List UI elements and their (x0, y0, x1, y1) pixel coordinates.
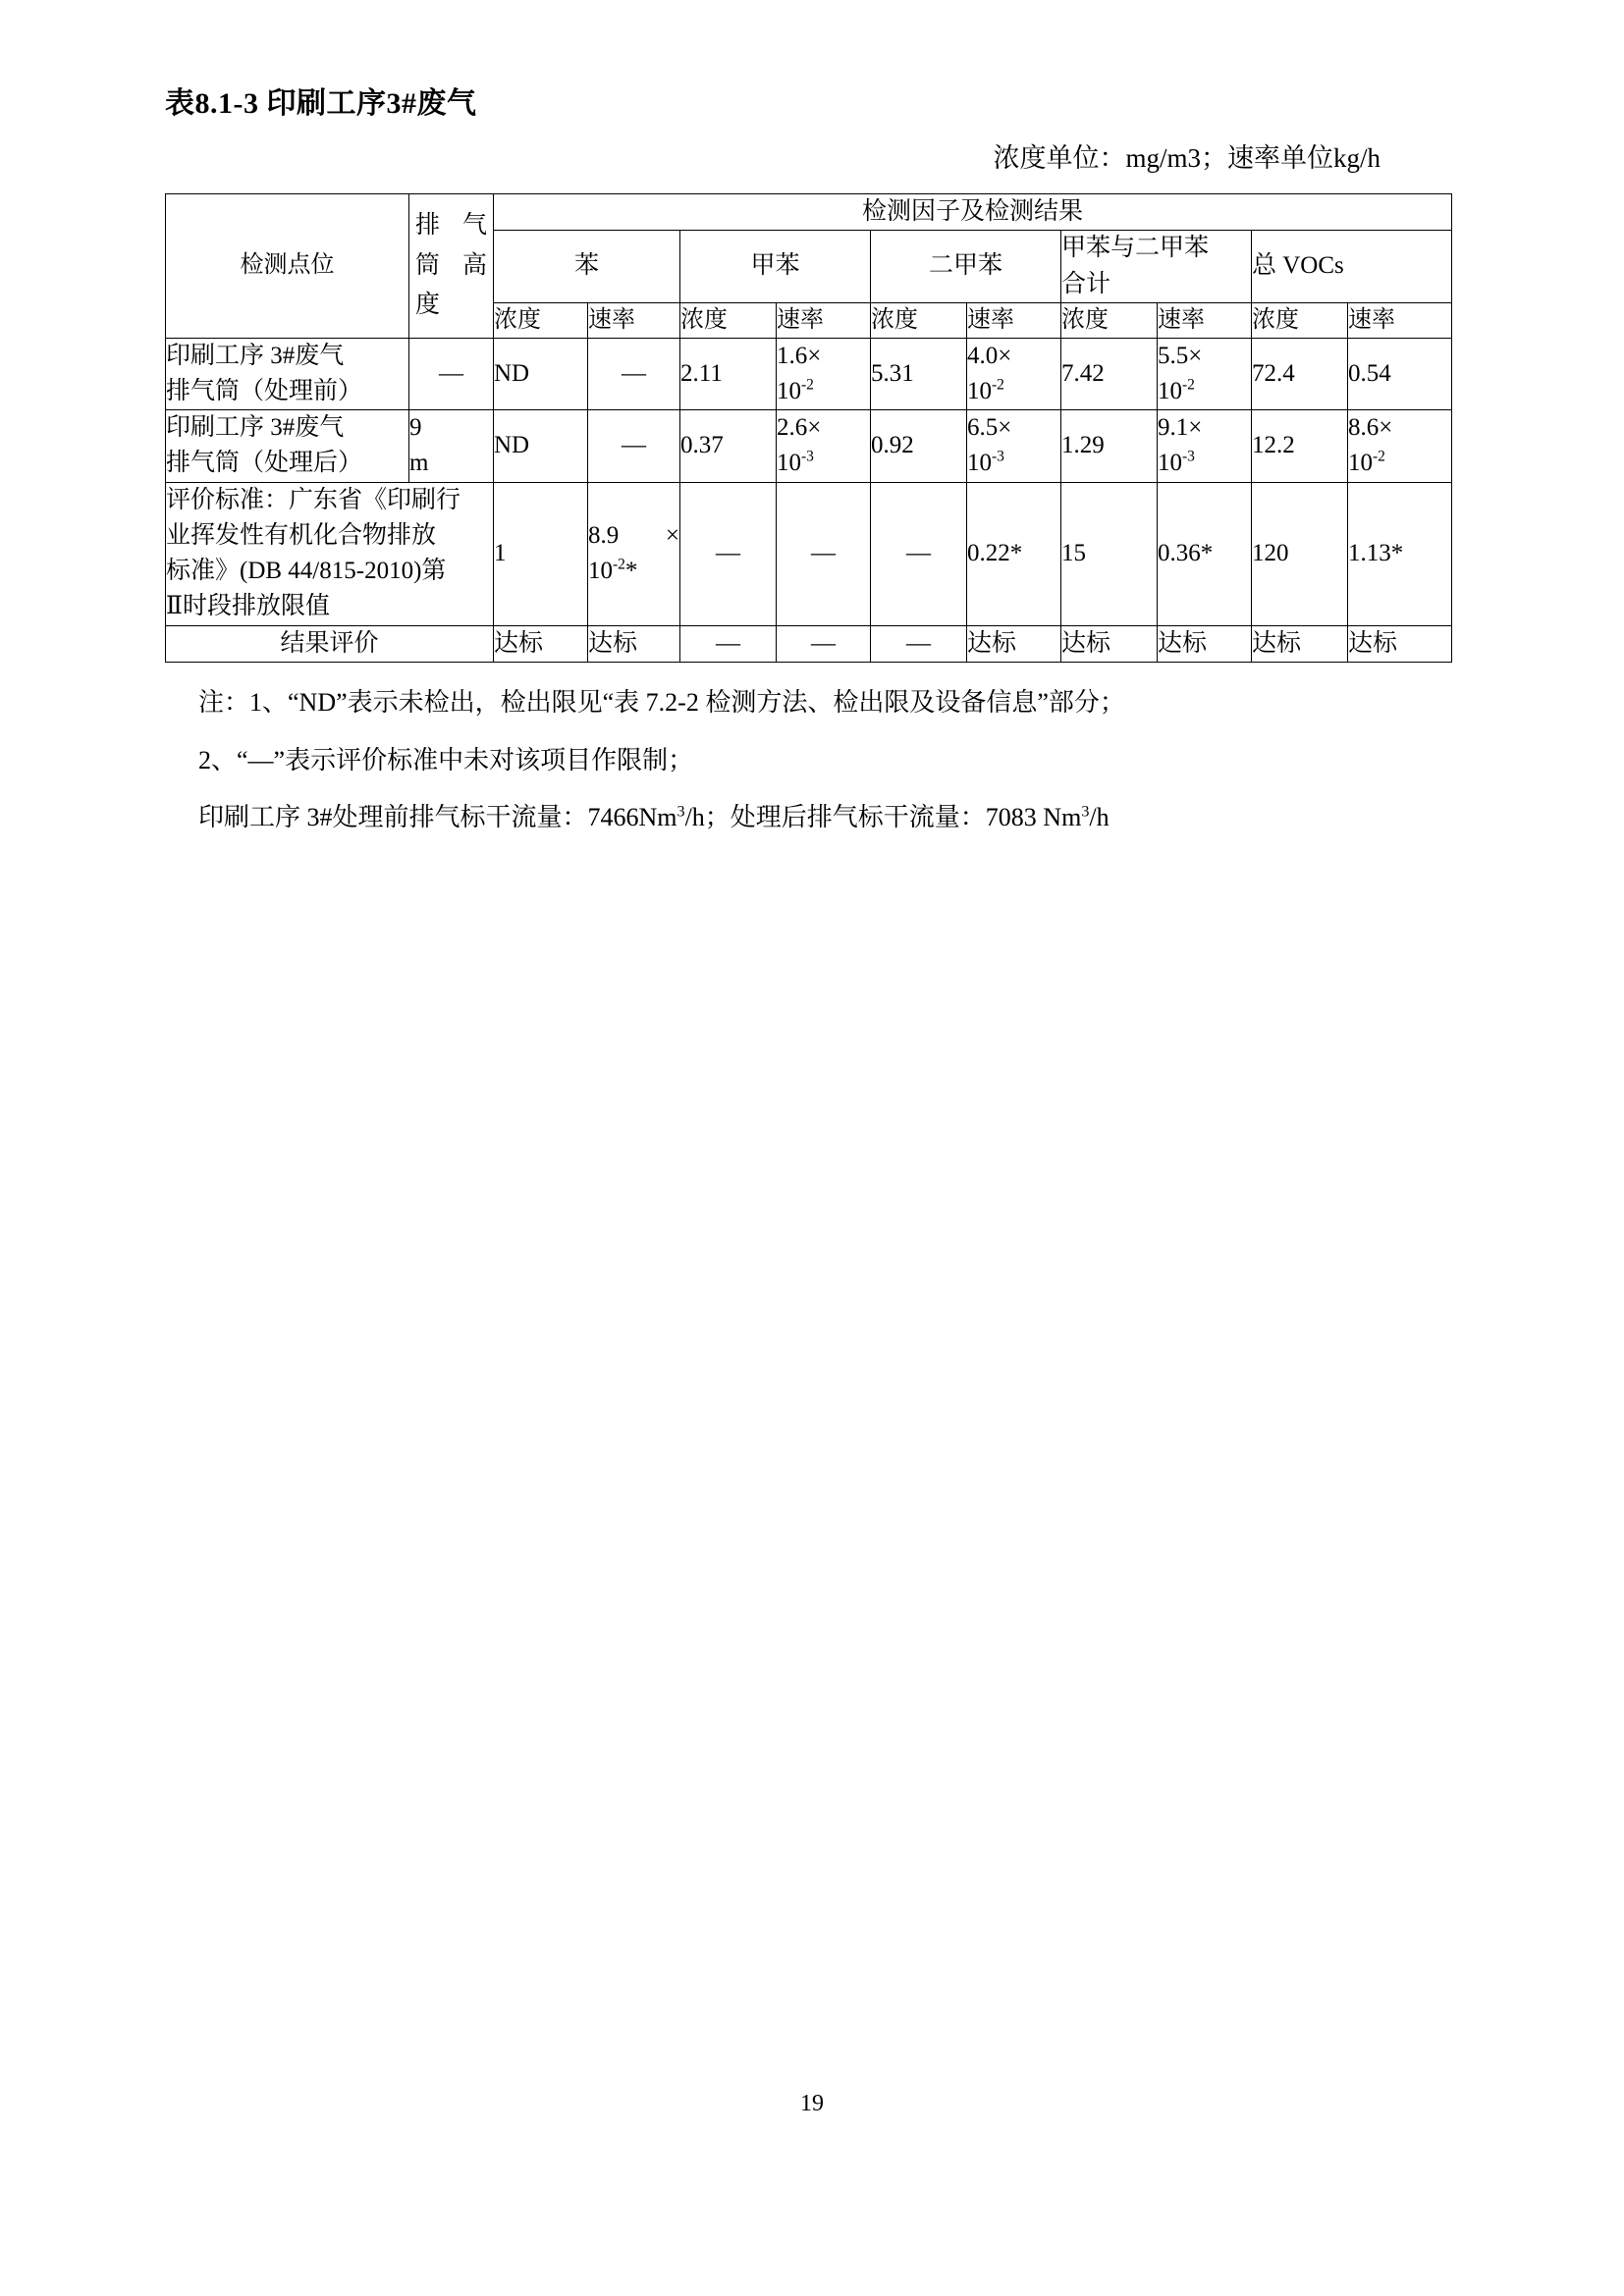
row1-toluene-rate-base: 10 (777, 377, 801, 404)
header-detection-point-label: 检测点位 (240, 252, 335, 279)
row1-toluene-rate-mantissa: 1.6 (777, 342, 808, 369)
table-notes (165, 678, 1451, 843)
row2-sum-conc: 1.29 (1061, 410, 1158, 483)
standard-benzene-rate (588, 482, 680, 625)
standard-benzene-rate-line1 (588, 518, 679, 554)
result-sum-conc: 达标 (1061, 625, 1158, 662)
row2-detection-point (166, 410, 409, 483)
standard-benzene-rate-base: 10 (588, 558, 613, 585)
row2-toluene-rate-mantissa: 2.6 (777, 414, 808, 442)
note-3-mid: /h；处理后排气标干流量：7083 Nm (684, 803, 1082, 832)
multiply-icon: × (1188, 342, 1203, 369)
sum-label-line-1: 甲苯与二甲苯 (1061, 235, 1210, 262)
row2-sum-rate-base: 10 (1158, 450, 1182, 477)
row1-detection-point (166, 338, 409, 410)
row2-toluene-conc: 0.37 (680, 410, 777, 483)
row1-xylene-conc: 5.31 (871, 338, 967, 410)
page-content (165, 86, 1451, 851)
note-3-end: /h (1089, 803, 1110, 832)
header-row-group (166, 194, 1452, 231)
header-toluene-rate: 速率 (777, 302, 871, 338)
standard-benzene-rate-mantissa: 8.9 (588, 521, 620, 549)
sum-label-line-2: 合计 (1061, 270, 1111, 297)
header-xylene-rate: 速率 (967, 302, 1061, 338)
row1-xylene-rate-exp: -2 (992, 376, 1004, 394)
header-sum-conc: 浓度 (1061, 302, 1158, 338)
row2-toluene-rate (777, 410, 871, 483)
row2-vocs-rate-mantissa: 8.6 (1348, 414, 1380, 442)
multiply-icon: × (665, 521, 679, 549)
row1-sum-rate-base: 10 (1158, 377, 1182, 404)
standard-line-3: 标准》(DB 44/815-2010)第 (166, 558, 447, 585)
multiply-icon: × (1188, 414, 1203, 442)
result-benzene-conc: 达标 (494, 625, 588, 662)
stack-height-line-2: 筒 高 (415, 251, 487, 279)
note-3-sup-2: 3 (1081, 803, 1090, 821)
row2-sum-rate-exp: -3 (1182, 449, 1195, 466)
row1-xylene-rate-line2 (967, 374, 1060, 409)
row1-point-line-2: 排气筒（处理前） (166, 377, 363, 404)
header-toluene-conc: 浓度 (680, 302, 777, 338)
row2-vocs-conc: 12.2 (1252, 410, 1348, 483)
header-factor-total-vocs: 总 VOCs (1252, 231, 1452, 303)
row1-toluene-rate-line1 (777, 339, 870, 374)
multiply-icon: × (807, 342, 822, 369)
standard-benzene-rate-line2 (588, 554, 679, 589)
row2-sum-rate (1158, 410, 1252, 483)
header-vocs-conc: 浓度 (1252, 302, 1348, 338)
multiply-icon: × (998, 342, 1012, 369)
row1-toluene-rate-line2 (777, 374, 870, 409)
standard-xylene-conc: — (871, 482, 967, 625)
stack-height-line-3: 度 (415, 292, 441, 319)
result-xylene-conc: — (871, 625, 967, 662)
header-detection-point (166, 194, 409, 339)
row1-point-line-1: 印刷工序 3#废气 (166, 342, 345, 369)
table-row-result (166, 625, 1452, 662)
row1-sum-conc: 7.42 (1061, 338, 1158, 410)
result-benzene-rate: 达标 (588, 625, 680, 662)
row1-sum-rate (1158, 338, 1252, 410)
row1-xylene-rate-mantissa: 4.0 (967, 342, 999, 369)
row2-vocs-rate (1348, 410, 1452, 483)
result-vocs-rate: 达标 (1348, 625, 1452, 662)
row2-xylene-conc: 0.92 (871, 410, 967, 483)
row1-stack-height: — (409, 338, 494, 410)
result-sum-rate: 达标 (1158, 625, 1252, 662)
standard-line-1: 评价标准：广东省《印刷行 (166, 486, 461, 513)
row2-vocs-rate-base: 10 (1348, 450, 1373, 477)
row2-xylene-rate-exp: -3 (992, 449, 1004, 466)
row1-sum-rate-mantissa: 5.5 (1158, 342, 1189, 369)
row1-benzene-rate: — (588, 338, 680, 410)
row2-toluene-rate-exp: -3 (801, 449, 814, 466)
row2-vocs-rate-line1 (1348, 410, 1451, 446)
note-3-pre: 印刷工序 3#处理前排气标干流量：7466Nm (198, 803, 677, 832)
row1-sum-rate-line1 (1158, 339, 1251, 374)
standard-vocs-conc: 120 (1252, 482, 1348, 625)
result-xylene-rate: 达标 (967, 625, 1061, 662)
standard-toluene-conc: — (680, 482, 777, 625)
multiply-icon: × (998, 414, 1012, 442)
header-factor-benzene: 苯 (494, 231, 680, 303)
row2-point-line-2: 排气筒（处理后） (166, 450, 363, 477)
row2-sum-rate-mantissa: 9.1 (1158, 414, 1189, 442)
standard-line-4: Ⅱ时段排放限值 (166, 593, 330, 620)
row1-toluene-rate-exp: -2 (801, 376, 814, 394)
header-factor-toluene-xylene-sum (1061, 231, 1252, 303)
result-vocs-conc: 达标 (1252, 625, 1348, 662)
header-factors-group: 检测因子及检测结果 (494, 194, 1452, 231)
units-note: 浓度单位：mg/m3；速率单位kg/h (993, 143, 1380, 173)
page-title: 表8.1-3 印刷工序3#废气 (165, 87, 477, 120)
row1-toluene-rate (777, 338, 871, 410)
multiply-icon: × (807, 414, 822, 442)
row2-sum-rate-line1 (1158, 410, 1251, 446)
row1-vocs-conc: 72.4 (1252, 338, 1348, 410)
row2-toluene-rate-line1 (777, 410, 870, 446)
header-sum-rate: 速率 (1158, 302, 1252, 338)
table-body (166, 338, 1452, 662)
row1-sum-rate-line2 (1158, 374, 1251, 409)
row1-xylene-rate-base: 10 (967, 377, 992, 404)
multiply-icon: × (1379, 414, 1393, 442)
standard-benzene-conc: 1 (494, 482, 588, 625)
table-row (166, 410, 1452, 483)
standard-description (166, 482, 494, 625)
note-1: 注：1、“ND”表示未检出，检出限见“表 7.2-2 检测方法、检出限及设备信息”部分； (198, 687, 1125, 717)
standard-line-2: 业挥发性有机化合物排放 (166, 521, 437, 549)
row2-vocs-rate-line2 (1348, 446, 1451, 481)
result-label: 结果评价 (166, 625, 494, 662)
row2-benzene-rate: — (588, 410, 680, 483)
header-stack-height-label (409, 200, 493, 332)
header-factor-toluene: 甲苯 (680, 231, 871, 303)
page-number: 19 (800, 2091, 824, 2116)
row2-xylene-rate-mantissa: 6.5 (967, 414, 999, 442)
row2-xylene-rate-base: 10 (967, 450, 992, 477)
row2-stack-height (409, 410, 494, 483)
note-3 (165, 793, 1451, 843)
standard-xylene-rate: 0.22* (967, 482, 1061, 625)
note-2: 2、“—”表示评价标准中未对该项目作限制； (198, 745, 694, 774)
row1-vocs-rate: 0.54 (1348, 338, 1452, 410)
row2-toluene-rate-base: 10 (777, 450, 801, 477)
standard-vocs-rate: 1.13* (1348, 482, 1452, 625)
header-factor-xylene: 二甲苯 (871, 231, 1061, 303)
standard-sum-rate: 0.36* (1158, 482, 1252, 625)
row2-benzene-conc: ND (494, 410, 588, 483)
header-stack-height (409, 194, 494, 339)
standard-sum-conc: 15 (1061, 482, 1158, 625)
header-benzene-rate: 速率 (588, 302, 680, 338)
result-toluene-rate: — (777, 625, 871, 662)
row1-xylene-rate-line1 (967, 339, 1060, 374)
stack-height-line-1: 排 气 (415, 212, 487, 240)
header-vocs-rate: 速率 (1348, 302, 1452, 338)
row1-sum-rate-exp: -2 (1182, 376, 1195, 394)
row2-xylene-rate-line2 (967, 446, 1060, 481)
result-toluene-conc: — (680, 625, 777, 662)
row2-vocs-rate-exp: -2 (1373, 449, 1385, 466)
standard-toluene-rate: — (777, 482, 871, 625)
emissions-table (165, 193, 1452, 663)
row2-toluene-rate-line2 (777, 446, 870, 481)
row2-stack-height-value: 9 (409, 414, 422, 442)
row1-toluene-conc: 2.11 (680, 338, 777, 410)
table-row-standard (166, 482, 1452, 625)
row2-sum-rate-line2 (1158, 446, 1251, 481)
header-xylene-conc: 浓度 (871, 302, 967, 338)
header-benzene-conc: 浓度 (494, 302, 588, 338)
row2-xylene-rate-line1 (967, 410, 1060, 446)
table-header (166, 194, 1452, 339)
row1-xylene-rate (967, 338, 1061, 410)
note-3-sup-1: 3 (677, 803, 685, 821)
standard-benzene-rate-exp: -2 (613, 556, 625, 573)
row2-point-line-1: 印刷工序 3#废气 (166, 414, 345, 442)
standard-benzene-rate-star: * (624, 558, 638, 585)
row1-benzene-conc: ND (494, 338, 588, 410)
table-row (166, 338, 1452, 410)
row2-xylene-rate (967, 410, 1061, 483)
row2-stack-height-unit: m (409, 450, 429, 477)
